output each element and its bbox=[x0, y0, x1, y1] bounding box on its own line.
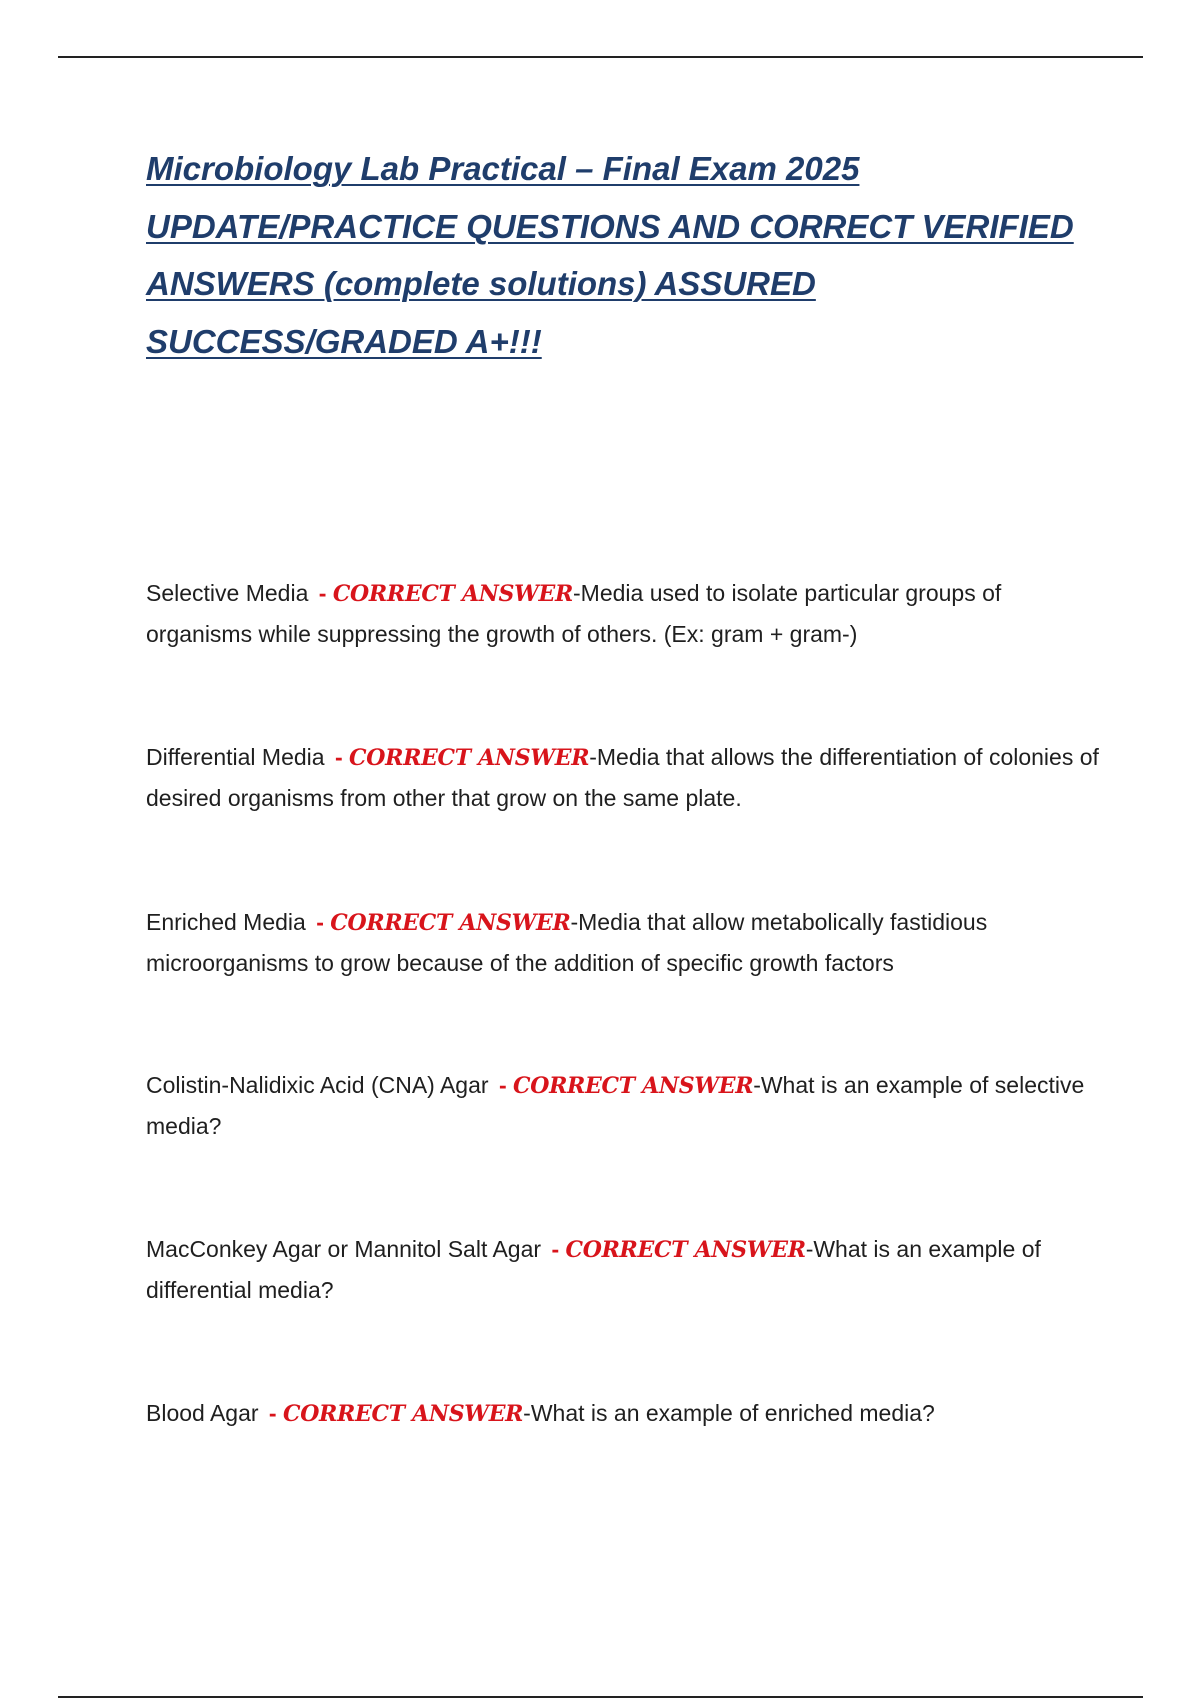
qa-term: Enriched Media bbox=[146, 909, 306, 935]
qa-term: Selective Media bbox=[146, 580, 309, 606]
qa-definition: -What is an example of selective media? bbox=[146, 1072, 1085, 1139]
qa-separator: - bbox=[551, 1236, 560, 1262]
qa-term: Colistin-Nalidixic Acid (CNA) Agar bbox=[146, 1072, 489, 1098]
qa-term: Blood Agar bbox=[146, 1400, 259, 1426]
qa-entry bbox=[146, 1393, 1106, 1434]
correct-answer-tag: CORRECT ANSWER bbox=[330, 910, 571, 936]
qa-separator: - bbox=[318, 580, 327, 606]
title-line: SUCCESS/GRADED A+!!! bbox=[146, 322, 542, 360]
qa-term: MacConkey Agar or Mannitol Salt Agar bbox=[146, 1236, 542, 1262]
correct-answer-tag: CORRECT ANSWER bbox=[565, 1237, 806, 1263]
title-line: Microbiology Lab Practical – Final Exam 2025 bbox=[146, 150, 860, 187]
qa-entry bbox=[146, 1229, 1106, 1310]
correct-answer-tag: CORRECT ANSWER bbox=[349, 745, 590, 771]
correct-answer-tag: CORRECT ANSWER bbox=[282, 1401, 524, 1427]
qa-definition: -Media that allows the differentiation of colonies of desired organisms from other that grow on the same plate. bbox=[146, 744, 1099, 811]
bottom-divider bbox=[58, 1696, 1143, 1698]
qa-entry bbox=[146, 737, 1106, 818]
correct-answer-tag: CORRECT ANSWER bbox=[513, 1073, 754, 1099]
qa-definition: -Media that allow metabolically fastidious microorganisms to grow because of the addition of specific growth factors bbox=[146, 909, 988, 976]
top-divider bbox=[58, 56, 1143, 58]
qa-term: Differential Media bbox=[146, 744, 325, 770]
qa-definition: -Media used to isolate particular groups of organisms while suppressing the growth of others. (Ex: gram + gram-) bbox=[146, 580, 1002, 647]
qa-entry bbox=[146, 573, 1106, 654]
qa-entry bbox=[146, 1065, 1106, 1146]
qa-entry bbox=[146, 902, 1106, 983]
title-line: UPDATE/PRACTICE QUESTIONS AND CORRECT VERIFIED bbox=[146, 207, 1074, 245]
qa-separator: - bbox=[498, 1072, 507, 1098]
correct-answer-tag: CORRECT ANSWER bbox=[332, 581, 573, 607]
qa-separator: - bbox=[334, 744, 343, 770]
qa-separator: - bbox=[316, 909, 324, 935]
qa-separator: - bbox=[268, 1400, 277, 1426]
qa-definition: -What is an example of enriched media? bbox=[523, 1400, 935, 1426]
document-title bbox=[146, 140, 1106, 370]
qa-definition: -What is an example of differential media? bbox=[146, 1236, 1041, 1303]
title-line: ANSWERS (complete solutions) ASSURED bbox=[146, 265, 816, 302]
